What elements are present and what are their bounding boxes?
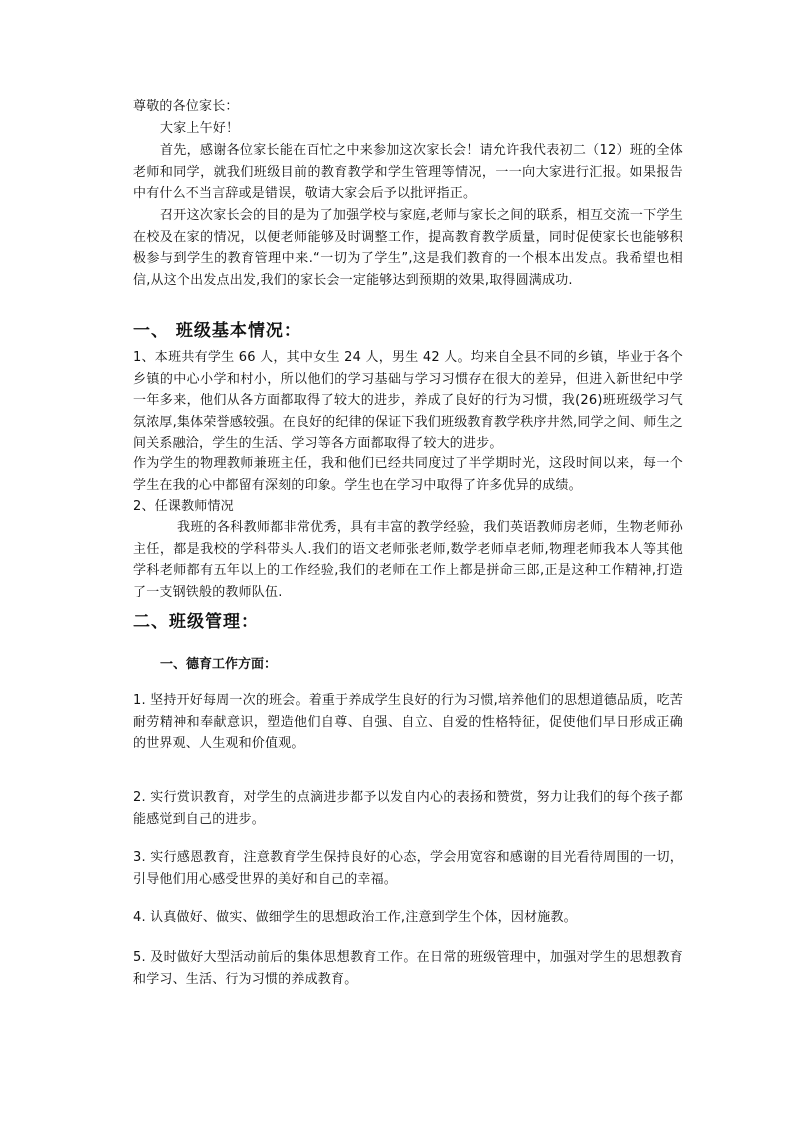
hello: 大家上午好！ [160,121,240,136]
greeting: 尊敬的各位家长： [133,99,239,114]
teachers-paragraph: 我班的各科教师都非常优秀，具有丰富的教学经验，我们英语教师房老师，生物老师孙主任，都是我校的学科带头人.我们的语文老师张老师,数学老师卓老师,物理老师我本人等其他学科老师都有五年以上的工作经验,我们的老师在工作上都是拼命三郎,正是这种工作精神,打造了一支钢铁般的教师队伍. [133,520,683,600]
moral-item-5: 5. 及时做好大型活动前后的集体思想教育工作。在日常的班级管理中，加强对学生的思想教育和学习、生活、行为习惯的养成教育。 [133,950,683,987]
intro-paragraph-1: 首先，感谢各位家长能在百忙之中来参加这次家长会！请允许我代表初二（12）班的全体老师和同学，就我们班级目前的教育教学和学生管理等情况，一一向大家进行汇报。如果报告中有什么不当言辞或是错误，敬请大家会后予以批评指正。 [133,143,683,201]
teachers-heading: 2、任课教师情况 [133,499,234,514]
moral-item-4: 4. 认真做好、做实、做细学生的思想政治工作,注意到学生个体，因材施教。 [133,910,577,925]
section-1-title: 一、 班级基本情况： [133,321,302,341]
intro-paragraph-2: 召开这次家长会的目的是为了加强学校与家庭,老师与家长之间的联系，相互交流一下学生在校及在家的情况，以便老师能够及时调整工作，提高教育教学质量，同时促使家长也能够积极参与到学生的教育管理中来.“一切为了学生”,这是我们教育的一个根本出发点。我希望也相信,从这个出发点出发,我们的家长会一定能够达到预期的效果,取得圆满成功. [133,208,683,288]
moral-item-3: 3. 实行感恩教育，注意教育学生保持良好的心态，学会用宽容和感谢的目光看待周围的一切，引导他们用心感受世界的美好和自己的幸福。 [133,850,683,887]
moral-education-heading: 一、德育工作方面： [160,657,278,672]
basic-info-paragraph-1: 1、本班共有学生 66 人，其中女生 24 人，男生 42 人。均来自全县不同的乡镇，毕业于各个乡镇的中心小学和村小，所以他们的学习基础与学习习惯存在很大的差异，但进入新世纪中学一年多来，他们从各方面都取得了较大的进步，养成了良好的行为习惯，我(26)班班级学习气氛浓厚,集体荣誉感较强。在良好的纪律的保证下我们班级教育教学秩序井然,同学之间、师生之间关系融洽，学生的生活、学习等各方面都取得了较大的进步。 [133,350,683,451]
section-2-title: 二、班级管理： [133,612,259,632]
moral-item-2: 2. 实行赏识教育，对学生的点滴进步都予以发自内心的表扬和赞赏，努力让我们的每个孩子都能感觉到自己的进步。 [133,790,683,827]
moral-item-1: 1. 坚持开好每周一次的班会。着重于养成学生良好的行为习惯,培养他们的思想道德品质，吃苦耐劳精神和奉献意识，塑造他们自尊、自强、自立、自爱的性格特征，促使他们早日形成正确的世界观、人生观和价值观。 [133,693,683,751]
basic-info-paragraph-2: 作为学生的物理教师兼班主任，我和他们已经共同度过了半学期时光，这段时间以来，每一个学生在我的心中都留有深刻的印象。学生也在学习中取得了许多优异的成绩。 [133,456,683,493]
